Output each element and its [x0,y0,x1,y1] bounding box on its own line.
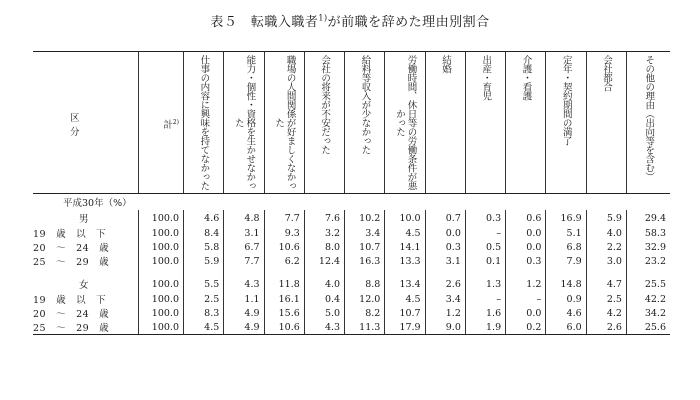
table-cell: 2.6 [425,276,465,292]
table-cell: 10.0 [385,210,425,226]
table-cell: 12.0 [345,292,385,306]
table-cell: 2.5 [184,292,224,306]
table-cell: – [465,292,505,306]
table-cell: 3.1 [224,226,264,240]
reason-header: 給料等収入が少なかった [345,52,385,194]
header-row [33,52,670,194]
reason-header: その他の理由（出向等を含む） [626,52,670,194]
table-cell: 2.6 [586,320,626,335]
table-cell: 7.6 [304,210,344,226]
table-cell: 6.7 [224,240,264,254]
reasons-table [33,51,670,335]
table-cell: 10.6 [264,240,304,254]
table-cell: 100.0 [139,292,184,306]
reason-header: 職場の人間関係が好ましくなかった [264,52,304,194]
table-cell: 0.4 [304,292,344,306]
table-cell: 16.1 [264,292,304,306]
row-label: 25 ～ 29 歳 [33,257,110,268]
table-cell: 3.4 [425,292,465,306]
table-cell: 3.2 [304,226,344,240]
reason-header: 労働時間、休日等の労働条件が悪かった [385,52,425,194]
table-cell: 13.3 [385,254,425,268]
table-cell: 100.0 [139,226,184,240]
table-cell: 4.5 [385,292,425,306]
reason-header: 定年・契約期間の満了 [546,52,586,194]
table-cell: 100.0 [139,254,184,268]
table-cell: 9.3 [264,226,304,240]
table-cell: 4.3 [224,276,264,292]
reason-header: 出産・育児 [465,52,505,194]
row-label: 25 ～ 29 歳 [33,320,139,335]
table-body [33,194,670,335]
table-cell: 16.9 [546,210,586,226]
total-header: 計$^{2)}$ [139,52,184,194]
table-cell: 6.2 [264,254,304,268]
table-cell: 34.2 [626,306,670,320]
kubun-header: 区 分 [33,52,139,194]
table-cell: 5.1 [546,226,586,240]
table-cell: 100.0 [139,306,184,320]
table-cell: 4.2 [586,306,626,320]
table-row [33,292,670,306]
reason-header: 能力・個性・資格を生かせなかった [224,52,264,194]
table-cell: 8.3 [184,306,224,320]
reason-header: 会社の将来が不安だった [304,52,344,194]
table-cell: 0.1 [465,254,505,268]
table-title: 表５ 転職入職者$^{1)}$が前職を辞めた理由別割合 [210,13,490,30]
table-cell: 16.3 [345,254,385,268]
table-row [33,240,670,254]
table-cell: 2.5 [586,292,626,306]
row-label: 女 [78,280,89,291]
table-cell: 32.9 [626,240,670,254]
row-label: 20 ～ 24 歳 [33,309,110,320]
table-cell: 4.7 [586,276,626,292]
table-cell: 29.4 [626,210,670,226]
table-row [33,254,670,268]
table-cell: 3.4 [345,226,385,240]
table-cell: 3.1 [425,254,465,268]
table-cell: 1.2 [425,306,465,320]
reason-header: 仕事の内容に興味を持てなかった [184,52,224,194]
table-cell: 6.0 [546,320,586,335]
table-cell: 23.2 [626,254,670,268]
table-cell: 0.0 [506,226,546,240]
table-cell: 14.1 [385,240,425,254]
table-cell: 0.3 [465,210,505,226]
table-cell: 7.7 [224,254,264,268]
table-cell: 5.8 [184,240,224,254]
table-cell: 4.0 [586,226,626,240]
table-cell: 1.3 [465,276,505,292]
table-cell: 10.2 [345,210,385,226]
table-cell: 0.6 [506,210,546,226]
table-cell: 4.6 [546,306,586,320]
reason-header: 会社都合 [586,52,626,194]
table-cell: 0.0 [425,226,465,240]
table-cell: 1.6 [465,306,505,320]
table-cell: 0.9 [546,292,586,306]
table-cell: 17.9 [385,320,425,335]
table-cell: 9.0 [425,320,465,335]
table-cell: 4.0 [304,276,344,292]
table-cell: 0.5 [465,240,505,254]
row-label: 男 [78,214,89,225]
section-label: 平成30年（%） [63,198,132,209]
table-cell: 0.3 [506,254,546,268]
table-cell: 11.3 [345,320,385,335]
table-cell: 4.6 [184,210,224,226]
table-cell: 100.0 [139,320,184,335]
table-cell: – [506,292,546,306]
table-cell: 5.5 [184,276,224,292]
table-cell: 8.2 [345,306,385,320]
row-label: 20 ～ 24 歳 [33,243,110,254]
table-cell: 4.5 [184,320,224,335]
table-row [33,226,670,240]
table-cell: 2.2 [586,240,626,254]
section-row [33,194,670,211]
table-cell: 6.8 [546,240,586,254]
table-cell: 58.3 [626,226,670,240]
table-cell: 15.6 [264,306,304,320]
table-cell: 5.9 [184,254,224,268]
group-total-row [33,210,670,226]
table-cell: – [465,226,505,240]
table-cell: 3.0 [586,254,626,268]
table-cell: 8.4 [184,226,224,240]
table-cell: 11.8 [264,276,304,292]
reason-header: 介護・看護 [506,52,546,194]
table-cell: 7.7 [264,210,304,226]
table-cell: 8.0 [304,240,344,254]
table-cell: 10.7 [345,240,385,254]
table-cell: 4.8 [224,210,264,226]
table-cell: 0.0 [506,306,546,320]
table-cell: 10.7 [385,306,425,320]
table-cell: 1.2 [506,276,546,292]
table-cell: 4.5 [385,226,425,240]
table-cell: 100.0 [139,276,184,292]
table-cell: 1.9 [465,320,505,335]
table-cell: 5.9 [586,210,626,226]
table-cell: 0.0 [506,240,546,254]
row-label: 19 歳 以 下 [33,295,107,306]
table-cell: 5.0 [304,306,344,320]
table-row [33,320,670,335]
table-cell: 0.2 [506,320,546,335]
table-cell: 8.8 [345,276,385,292]
table-cell: 4.9 [224,320,264,335]
table-cell: 4.3 [304,320,344,335]
table-cell: 0.7 [425,210,465,226]
table-cell: 100.0 [139,240,184,254]
table-cell: 7.9 [546,254,586,268]
table-cell: 0.3 [425,240,465,254]
group-total-row [33,276,670,292]
table-cell: 42.2 [626,292,670,306]
table-cell: 4.9 [224,306,264,320]
reason-header: 結婚 [425,52,465,194]
row-label: 19 歳 以 下 [33,229,107,240]
table-cell: 12.4 [304,254,344,268]
table-cell: 13.4 [385,276,425,292]
table-cell: 100.0 [139,210,184,226]
table-cell: 14.8 [546,276,586,292]
spacer-row [33,268,670,276]
table-row [33,306,670,320]
table-cell: 1.1 [224,292,264,306]
table-cell: 10.6 [264,320,304,335]
table-cell: 25.5 [626,276,670,292]
table-cell: 25.6 [626,320,670,335]
